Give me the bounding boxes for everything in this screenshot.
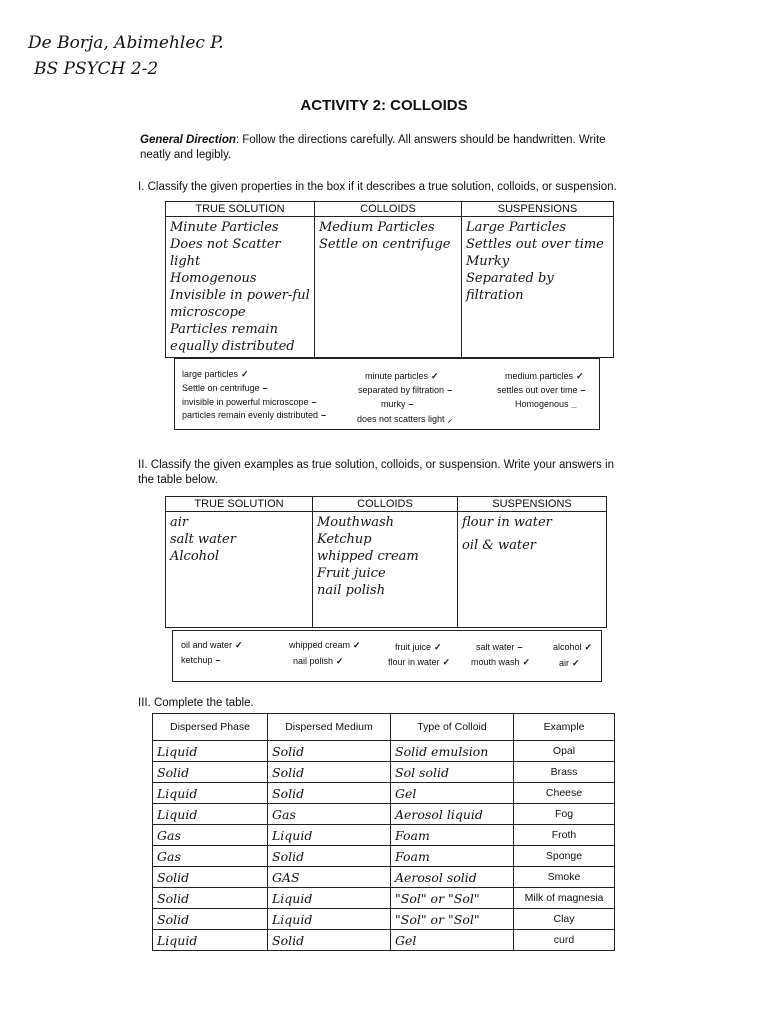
dispersed-medium-cell: Solid — [268, 741, 391, 762]
type-of-colloid-cell: Foam — [391, 825, 514, 846]
table-row — [153, 867, 615, 888]
type-of-colloid-cell: Aerosol liquid — [391, 804, 514, 825]
answer-entry: salt water — [170, 532, 236, 547]
dispersed-medium-cell: Solid — [268, 783, 391, 804]
table-row — [153, 825, 615, 846]
part1-table — [165, 201, 614, 358]
answer-entry: Particles remain equally distributed — [170, 322, 295, 354]
part1-col-colloids — [315, 217, 462, 358]
part3-header-type-of-colloid: Type of Colloid — [391, 714, 514, 741]
choice-item: Settle on centrifuge – — [182, 383, 268, 393]
part1-col-suspensions — [462, 217, 614, 358]
answer-entry: Mouthwash — [317, 515, 395, 530]
answer-entry: Homogenous — [170, 271, 257, 286]
table-row — [153, 783, 615, 804]
choice-item: separated by filtration – — [358, 385, 453, 395]
answer-entry: Ketchup — [317, 532, 372, 547]
choice-item: large particles ✓ — [182, 369, 249, 379]
choice-item: fruit juice ✓ — [395, 642, 442, 652]
example-cell: Froth — [514, 825, 615, 846]
example-cell: curd — [514, 930, 615, 951]
answer-entry: Minute Particles — [170, 220, 279, 235]
student-course: BS PSYCH 2-2 — [34, 59, 159, 79]
example-cell: Opal — [514, 741, 615, 762]
dispersed-phase-cell: Solid — [153, 867, 268, 888]
answer-entry: nail polish — [317, 583, 386, 598]
dispersed-phase-cell: Liquid — [153, 741, 268, 762]
part2-col-colloids — [313, 512, 458, 628]
dispersed-medium-cell: Solid — [268, 930, 391, 951]
choice-item: Homogenous _ — [515, 399, 577, 409]
part3-header-example: Example — [514, 714, 615, 741]
dispersed-phase-cell: Liquid — [153, 930, 268, 951]
dispersed-phase-cell: Gas — [153, 825, 268, 846]
part3-instruction: III. Complete the table. — [138, 697, 254, 709]
choice-item: nail polish ✓ — [293, 656, 344, 666]
part1-choices-box — [174, 358, 600, 430]
table-row — [153, 930, 615, 951]
student-header — [28, 30, 224, 82]
part1-header-true-solution: TRUE SOLUTION — [166, 202, 315, 217]
choice-item: minute particles ✓ — [365, 371, 439, 381]
answer-entry: Medium Particles — [319, 220, 435, 235]
general-direction-label: General Direction — [140, 134, 236, 146]
dispersed-medium-cell: Liquid — [268, 825, 391, 846]
dispersed-medium-cell: Liquid — [268, 888, 391, 909]
part3-table-body — [153, 741, 615, 951]
choice-item: alcohol ✓ — [553, 642, 593, 652]
type-of-colloid-cell: "Sol" or "Sol" — [391, 909, 514, 930]
choice-item: salt water – — [476, 642, 523, 652]
choice-item: murky – — [381, 399, 414, 409]
table-row — [153, 909, 615, 930]
answer-entry: Separated by filtration — [466, 271, 554, 303]
part2-col-true-solution — [166, 512, 313, 628]
dispersed-phase-cell: Liquid — [153, 804, 268, 825]
example-cell: Brass — [514, 762, 615, 783]
dispersed-medium-cell: Gas — [268, 804, 391, 825]
table-row — [153, 804, 615, 825]
table-row — [153, 762, 615, 783]
dispersed-medium-cell: Solid — [268, 846, 391, 867]
choice-item: settles out over time – — [497, 385, 586, 395]
dispersed-medium-cell: GAS — [268, 867, 391, 888]
answer-entry: air — [170, 515, 189, 530]
choice-item: invisible in powerful microscope – — [182, 397, 317, 407]
part2-col-suspensions — [458, 512, 607, 628]
choice-item: particles remain evenly distributed – — [182, 410, 327, 420]
part1-instruction: I. Classify the given properties in the box if it describes a true solution, colloids, or suspension. — [138, 181, 617, 193]
part3-table — [152, 713, 615, 951]
answer-entry: Fruit juice — [317, 566, 386, 581]
part3-header-dispersed-phase: Dispersed Phase — [153, 714, 268, 741]
choice-item: mouth wash ✓ — [471, 657, 531, 667]
choice-item: oil and water ✓ — [181, 640, 243, 650]
dispersed-medium-cell: Liquid — [268, 909, 391, 930]
dispersed-medium-cell: Solid — [268, 762, 391, 783]
general-direction-text: : Follow the directions carefully. All answers should be handwritten. Write neatly and legibly. — [140, 134, 606, 161]
part3-header-dispersed-medium: Dispersed Medium — [268, 714, 391, 741]
part2-instruction: II. Classify the given examples as true solution, colloids, or suspension. Write your answers in the table below. — [138, 459, 614, 486]
student-name: De Borja, Abimehlec P. — [28, 33, 224, 53]
type-of-colloid-cell: "Sol" or "Sol" — [391, 888, 514, 909]
dispersed-phase-cell: Liquid — [153, 783, 268, 804]
type-of-colloid-cell: Solid emulsion — [391, 741, 514, 762]
example-cell: Fog — [514, 804, 615, 825]
type-of-colloid-cell: Foam — [391, 846, 514, 867]
dispersed-phase-cell: Gas — [153, 846, 268, 867]
part1-col-true-solution — [166, 217, 315, 358]
answer-entry: Invisible in power-ful microscope — [170, 288, 310, 320]
part2-header-true-solution: TRUE SOLUTION — [166, 497, 313, 512]
choice-item: air ✓ — [559, 658, 580, 668]
answer-entry: oil & water — [462, 538, 536, 553]
part2-header-colloids: COLLOIDS — [313, 497, 458, 512]
type-of-colloid-cell: Gel — [391, 930, 514, 951]
page-title: ACTIVITY 2: COLLOIDS — [300, 97, 468, 114]
answer-entry: whipped cream — [317, 549, 419, 564]
example-cell: Clay — [514, 909, 615, 930]
answer-entry: flour in water — [462, 515, 552, 530]
type-of-colloid-cell: Gel — [391, 783, 514, 804]
dispersed-phase-cell: Solid — [153, 762, 268, 783]
answer-entry: Does not Scatter light — [170, 237, 281, 269]
example-cell: Cheese — [514, 783, 615, 804]
table-row — [153, 846, 615, 867]
answer-entry: Large Particles — [466, 220, 567, 235]
answer-entry: Murky — [466, 254, 510, 269]
part2-header-suspensions: SUSPENSIONS — [458, 497, 607, 512]
answer-entry: Alcohol — [170, 549, 220, 564]
choice-item: ketchup – — [181, 655, 221, 665]
answer-entry: Settle on centrifuge — [319, 237, 451, 252]
dispersed-phase-cell: Solid — [153, 888, 268, 909]
example-cell: Sponge — [514, 846, 615, 867]
choice-item: whipped cream ✓ — [289, 640, 361, 650]
choice-item: does not scatters light ⸝ — [357, 414, 453, 424]
dispersed-phase-cell: Solid — [153, 909, 268, 930]
part2-choices-box — [172, 630, 602, 682]
general-direction — [140, 133, 630, 163]
part2-table — [165, 496, 607, 628]
example-cell: Milk of magnesia — [514, 888, 615, 909]
type-of-colloid-cell: Sol solid — [391, 762, 514, 783]
part1-header-colloids: COLLOIDS — [315, 202, 462, 217]
choice-item: medium particles ✓ — [505, 371, 584, 381]
example-cell: Smoke — [514, 867, 615, 888]
table-row — [153, 888, 615, 909]
type-of-colloid-cell: Aerosol solid — [391, 867, 514, 888]
table-row — [153, 741, 615, 762]
answer-entry: Settles out over time — [466, 237, 604, 252]
choice-item: flour in water ✓ — [388, 657, 451, 667]
part1-header-suspensions: SUSPENSIONS — [462, 202, 614, 217]
